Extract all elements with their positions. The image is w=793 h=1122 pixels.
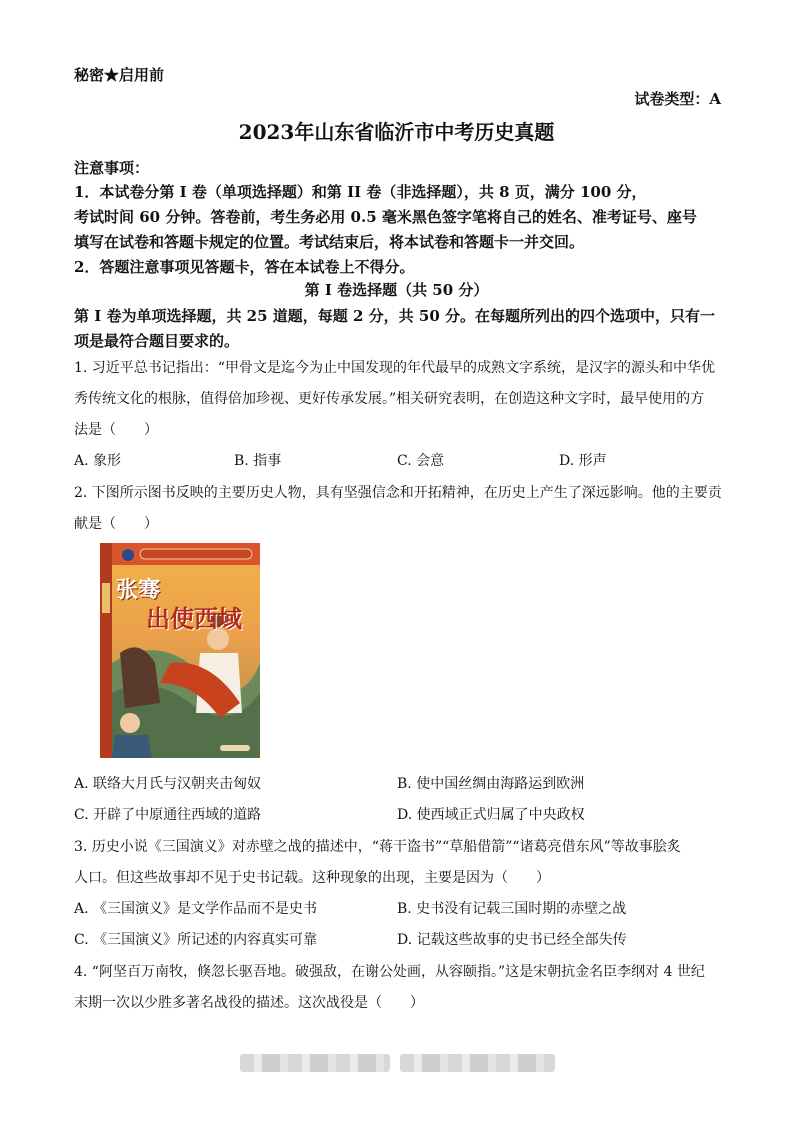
question-4-stem: 4. “阿坚百万南牧，倏忽长驱吾地。破强敌，在谢公处画，从容颐指。”这是宋朝抗金名臣李纲对 4 世纪 [74, 964, 705, 980]
question-1-stem: 法是（ ） [74, 422, 158, 438]
notice-line: 2．答题注意事项见答题卡，答在本试卷上不得分。 [74, 258, 415, 276]
question-2-stem: 2. 下图所示图书反映的主要历史人物，具有坚强信念和开拓精神，在历史上产生了深远影响。他的主要贡 [74, 485, 722, 501]
question-1-stem: 秀传统文化的根脉，值得倍加珍视、更好传承发展。”相关研究表明，在创造这种文字时，最早使用的方 [74, 391, 705, 407]
question-2-option-a: A. 联络大月氏与汉朝夹击匈奴 [74, 776, 262, 792]
page-title: 2023年山东省临沂市中考历史真题 [238, 120, 555, 144]
question-4-stem: 末期一次以少胜多著名战役的描述。这次战役是（ ） [74, 995, 424, 1011]
question-3-option-c: C. 《三国演义》所记述的内容真实可靠 [74, 932, 318, 948]
question-1-option-a: A. 象形 [74, 453, 122, 469]
book-title-line: 出使西域 [146, 604, 242, 633]
confidential-mark: 秘密★启用前 [74, 66, 165, 84]
blurred-footer-right [400, 1054, 555, 1072]
notice-line: 考试时间 60 分钟。答卷前，考生务必用 0.5 毫米黑色签字笔将自己的姓名、准考证号、座号 [74, 208, 697, 226]
question-1-option-d: D. 形声 [559, 453, 607, 469]
question-2-option-b: B. 使中国丝绸由海路运到欧洲 [397, 776, 585, 792]
question-1-option-c: C. 会意 [397, 453, 445, 469]
question-3-option-d: D. 记载这些故事的史书已经全部失传 [397, 932, 627, 948]
section-heading: 第 I 卷选择题（共 50 分） [304, 281, 489, 299]
question-2-option-c: C. 开辟了中原通往西域的道路 [74, 807, 262, 823]
question-3-stem: 人口。但这些故事却不见于史书记载。这种现象的出现，主要是因为（ ） [74, 870, 550, 886]
book-title-line: 张骞 [116, 577, 161, 603]
question-1-stem: 1. 习近平总书记指出：“甲骨文是迄今为止中国发现的年代最早的成熟文字系统，是汉字的源头和中华优 [74, 360, 715, 376]
paper-type: 试卷类型：A [634, 90, 721, 108]
book-cover-image [100, 543, 260, 758]
notice-line: 填写在试卷和答题卡规定的位置。考试结束后，将本试卷和答题卡一并交回。 [74, 233, 585, 251]
section-intro: 项是最符合题目要求的。 [74, 332, 240, 350]
notice-line: 1．本试卷分第 I 卷（单项选择题）和第 II 卷（非选择题），共 8 页，满分 100 分， [74, 183, 647, 201]
question-3-option-a: A. 《三国演义》是文学作品而不是史书 [74, 901, 318, 917]
question-3-stem: 3. 历史小说《三国演义》对赤壁之战的描述中，“蒋干盗书”“草船借箭”“诸葛亮借东风”等故事脍炙 [74, 839, 681, 855]
section-intro: 第 I 卷为单项选择题，共 25 道题，每题 2 分，共 50 分。在每题所列出的四个选项中，只有一 [74, 307, 715, 325]
question-2-stem: 献是（ ） [74, 516, 158, 532]
question-2-option-d: D. 使西域正式归属了中央政权 [397, 807, 585, 823]
question-3-option-b: B. 史书没有记载三国时期的赤壁之战 [397, 901, 627, 917]
blurred-footer-left [240, 1054, 390, 1072]
question-1-option-b: B. 指事 [234, 453, 282, 469]
notice-heading: 注意事项： [74, 159, 150, 177]
